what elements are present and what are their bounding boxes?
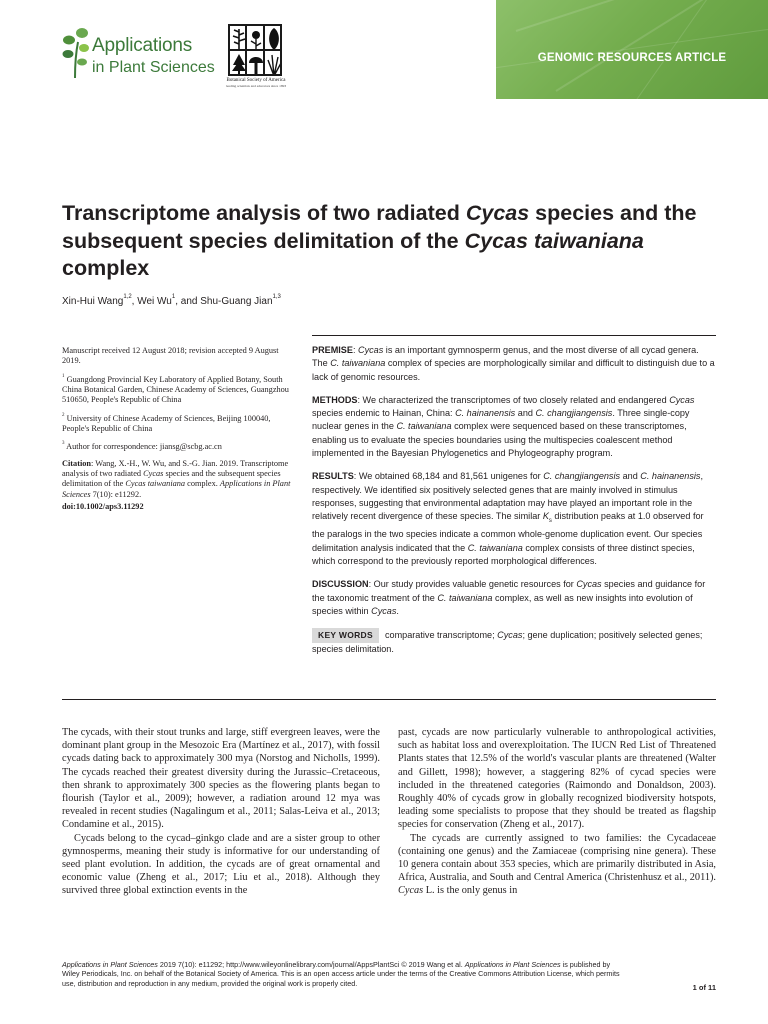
body-paragraph: past, cycads are now particularly vulnerable to anthropological activities, such as habitat loss and overexploitation. The IUCN Red List of Threatened Plants states that 12.5% of the world's vascular plants are threatened (Walter and Gillett, 1998); however, a staggering 82% of cycad species were included in the threatened categories (Raimondo and Donaldson, 2003). Roughly 40% of cycads grow in globally recognized biodiversity hotspots, leading some specialists to propose that they should be treated as flagship species for conservation (Zheng et al., 2017). (398, 727, 716, 831)
author-list: Xin-Hui Wang$^{1,2}$, Wei Wu$^1$, and Shu-Guang Jian$^{1,3}$ (62, 294, 281, 307)
society-tagline: leading scientists and educators since 1893 (225, 84, 287, 88)
journal-header (0, 0, 768, 100)
tree-icon (230, 51, 246, 75)
body-paragraph: The cycads, with their stout trunks and large, stiff evergreen leaves, were the dominant plant group in the Mesozoic Era (Martínez et al., 2017), with fossil cycads dating back to approximately 300 mya (Norstog and Nicholls, 1999). The cycads reached their greatest diversity during the Jurassic–Cretaceous, then shrank to approximately 300 species as the flowering plants began to flourish (Taylor et al., 2009); however, a radiation around 12 mya was revealed in recent studies (Nagalingum et al., 2011; Salas-Leiva et al., 2013; Condamine et al., 2015). (62, 727, 380, 831)
plant-sprout-icon (60, 24, 90, 80)
article-type-label: GENOMIC RESOURCES ARTICLE (537, 52, 727, 64)
abstract-results: RESULTS: We obtained 68,184 and 81,561 unigenes for C. changjiangensis and C. hainanensis, respectively. We identified six positively selected genes that are mainly involved in stimulus responses, suggesting that environmental adaptation may have played an important role in the relatively recent divergence of these species. The similar $K_s$ distribution peaks at 1.0 observed for the paralogs in the two species indicate a common whole-genome duplication event. Our species delimitation analysis indicated that the C. taiwaniana complex consists of three distinct species, which correspond to the previously reported morphological differences. (312, 471, 704, 566)
grass-icon (265, 51, 281, 75)
body-column-right (398, 726, 716, 898)
keywords-label: KEY WORDS (312, 628, 379, 643)
abstract-discussion: DISCUSSION: Our study provides valuable genetic resources for Cycas species and guidance for the taxonomic treatment of the C. taiwaniana complex, as well as new insights into evolution of species within Cycas. (312, 579, 706, 616)
affiliation-2: $^2$ University of Chinese Academy of Sciences, Beijing 100040, People's Republic of China (62, 412, 271, 433)
abstract (312, 334, 716, 657)
keywords: KEY WORDS comparative transcriptome; Cycas; gene duplication; positively selected genes; species delimitation. (312, 630, 703, 655)
journal-logo[interactable] (60, 22, 220, 82)
abstract-premise: PREMISE: Cycas is an important gymnosperm genus, and the most diverse of all cycad genera. The C. taiwaniana complex of species are morphologically similar and difficult to distinguish due to a lack of genomic resources. (312, 345, 715, 382)
abstract-methods: METHODS: We characterized the transcriptomes of two closely related and endangered Cycas species endemic to Hainan, China: C. hainanensis and C. changjiangensis. Three single-copy nuclear genes in the C. taiwaniana complex were sequenced based on these transcriptomes, enabling us to evaluate the species boundaries using the multispecies coalescent method implemented in the Bayesian Phylogenetics and Phylogeography program. (312, 394, 695, 459)
flower-icon (247, 26, 263, 50)
mushroom-icon (247, 51, 263, 75)
author-name[interactable]: , Wei Wu (131, 296, 172, 307)
society-logo[interactable] (225, 24, 287, 94)
journal-name-line1: Applications (92, 35, 193, 56)
fern-icon (230, 26, 246, 50)
society-emblem (228, 24, 282, 76)
correspondence: $^3$ Author for correspondence: jiansg@scbg.ac.cn (62, 441, 222, 452)
leaf-icon (265, 26, 281, 50)
article-type-banner (496, 0, 768, 99)
body-paragraph: The cycads are currently assigned to two families: the Cycadaceae (containing one genus) and the Zamiaceae (comprising nine genera). These 10 genera contain about 353 species, which are primarily distributed in Asia, Africa, Australia, and South and Central America (Christenhusz et al., 2011). Cycas L. is the only genus in (398, 832, 716, 897)
author-name[interactable]: Xin-Hui Wang (62, 296, 124, 307)
received-date: Manuscript received 12 August 2018; revision accepted 9 August 2019. (62, 346, 279, 366)
page-footer: Applications in Plant Sciences 2019 7(10): e11292; http://www.wileyonlinelibrary.com/journal/AppsPlantSci © 2019 Wang et al. Applications in Plant Sciences is published by Wiley Periodicals, Inc. on behalf of the Botanical Society of America. This is an open access article under the terms of the Creative Commons Attribution License, which permits use, distribution and reproduction in any medium, provided the original work is properly cited. (62, 960, 620, 988)
section-divider (62, 699, 716, 700)
society-name: Botanical Society of America (226, 78, 286, 83)
body-column-left (62, 726, 380, 898)
doi-link[interactable]: doi:10.1002/aps3.11292 (62, 502, 144, 512)
article-title: Transcriptome analysis of two radiated Cycas species and the subsequent species delimitation of the Cycas taiwaniana complex (62, 201, 697, 280)
citation: Citation: Wang, X.-H., W. Wu, and S.-G. Jian. 2019. Transcriptome analysis of two radiated Cycas species and the subsequent species delimitation of the Cycas taiwaniana complex. Applications in Plant Sciences 7(10): e11292. (62, 458, 291, 499)
body-paragraph: Cycads belong to the cycad–ginkgo clade and are a sister group to other gymnosperms, meaning their study is informative for our understanding of seed plant evolution. In addition, the cycads are of great ornamental and economic value (Zheng et al., 2017; Liu et al., 2018). Although they survived three global extinction events in the (62, 832, 380, 897)
article-metadata (62, 346, 294, 519)
journal-name-line2: in Plant Sciences (92, 59, 215, 76)
author-name[interactable]: , and Shu-Guang Jian (175, 296, 273, 307)
page-number: 1 of 11 (692, 983, 716, 992)
affiliation-1: $^1$ Guangdong Provincial Key Laboratory of Applied Botany, South China Botanical Garden, Chinese Academy of Sciences, Guangzhou 510650, People's Republic of China (62, 373, 289, 405)
